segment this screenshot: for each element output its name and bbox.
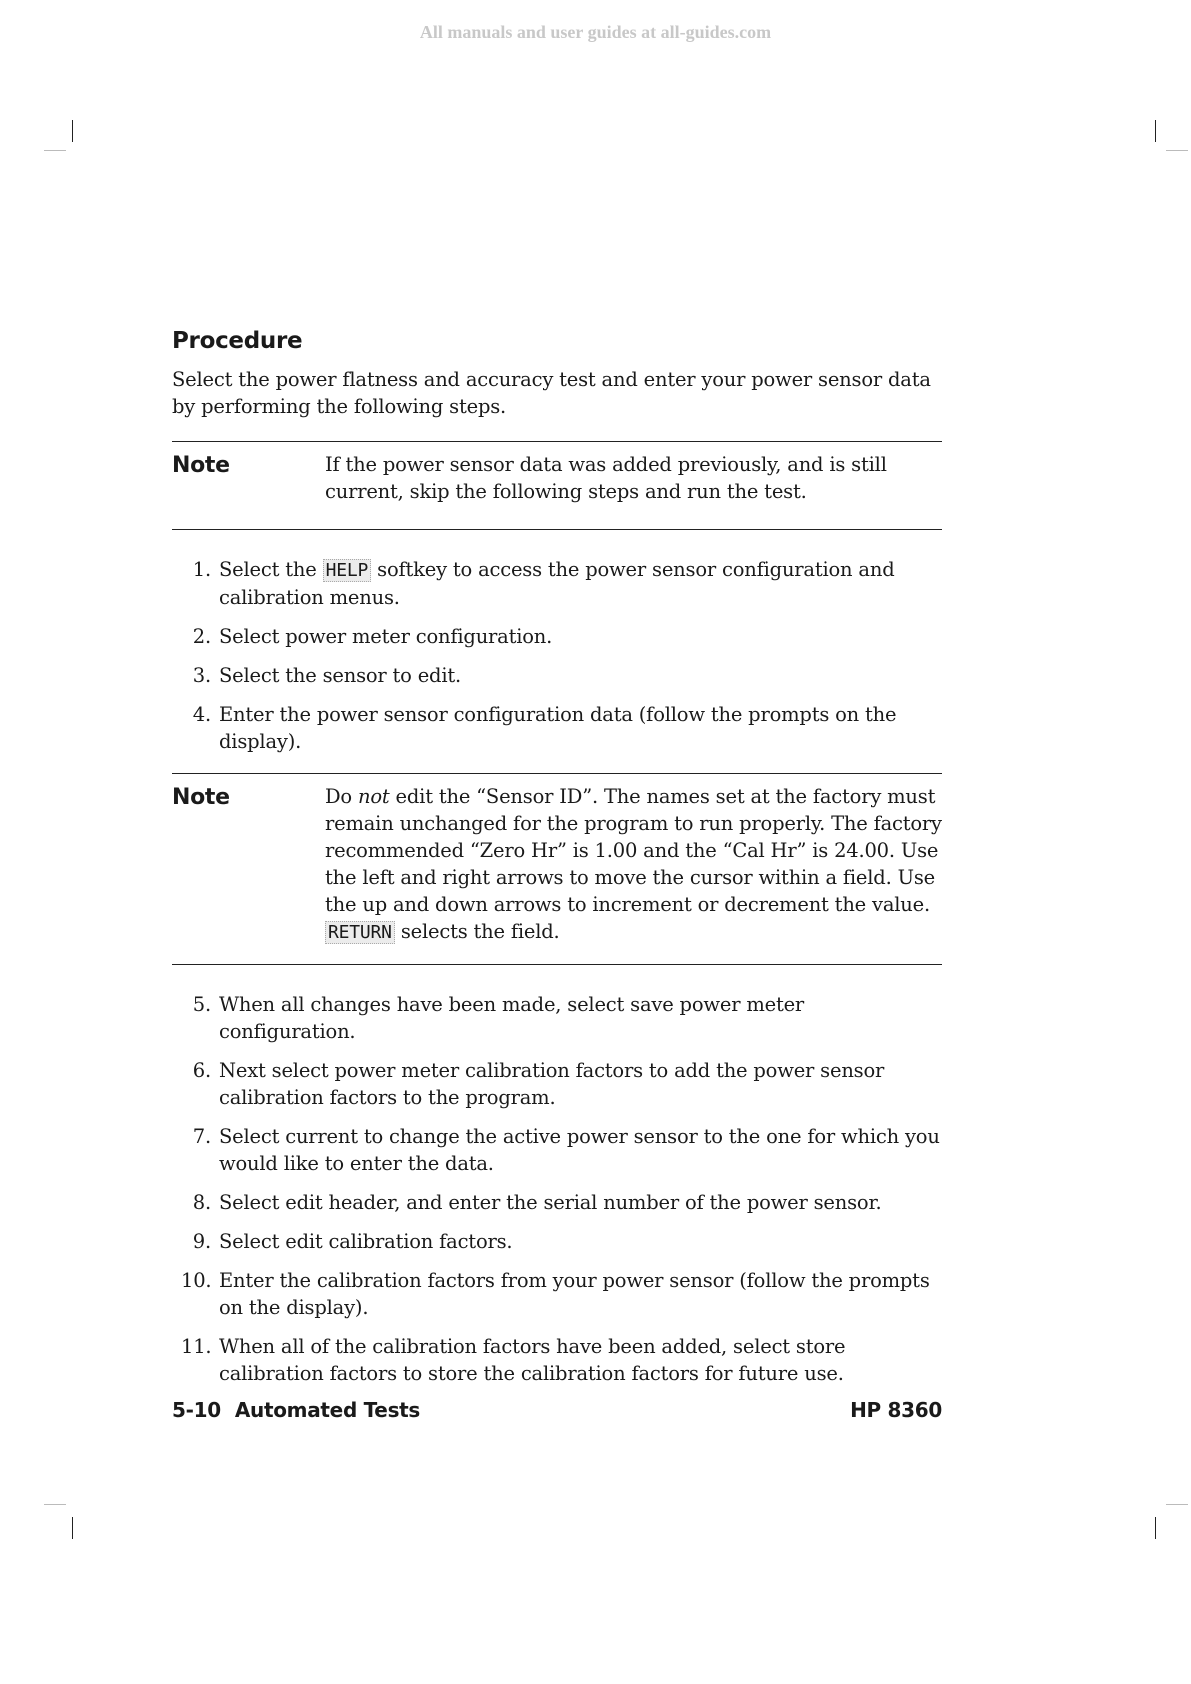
list-item — [172, 701, 942, 755]
section-title: Procedure — [172, 328, 303, 354]
crop-mark — [72, 1517, 73, 1539]
step-text: Next select power meter calibration factors to add the power sensor calibration factors to the program. — [219, 1059, 885, 1109]
note-text-part: Do — [325, 785, 358, 808]
step-number: 1. — [192, 558, 211, 581]
list-item — [172, 1333, 942, 1387]
crop-mark — [1166, 150, 1188, 151]
step-text: Select the sensor to edit. — [219, 664, 462, 687]
list-item — [172, 1057, 942, 1111]
footer-model: HP 8360 — [850, 1398, 942, 1422]
crop-mark — [72, 120, 73, 142]
help-softkey: HELP — [323, 559, 372, 582]
list-item — [172, 991, 942, 1045]
list-item — [172, 556, 942, 611]
step-text: When all changes have been made, select save power meter configuration. — [219, 993, 805, 1043]
step-text: Enter the calibration factors from your power sensor (follow the prompts on the display). — [219, 1269, 930, 1319]
list-item — [172, 1228, 942, 1255]
step-number: 5. — [192, 993, 211, 1016]
step-number: 10. — [181, 1269, 212, 1292]
step-text — [211, 556, 942, 611]
step-number: 3. — [192, 664, 211, 687]
return-key: RETURN — [325, 921, 395, 944]
crop-mark — [1155, 120, 1156, 142]
watermark: All manuals and user guides at all-guides.com — [419, 22, 772, 42]
step-text: Select edit header, and enter the serial number of the power sensor. — [219, 1191, 882, 1214]
step-text: Select current to change the active power sensor to the one for which you would like to enter the data. — [219, 1125, 940, 1175]
crop-mark — [44, 1504, 66, 1505]
list-item — [172, 662, 942, 689]
note-label: Note — [172, 453, 230, 478]
page-number: 5-10 — [172, 1398, 221, 1422]
steps-list — [172, 556, 942, 755]
page-content — [172, 328, 942, 1399]
step-text: Enter the power sensor configuration data (follow the prompts on the display). — [219, 703, 897, 753]
note-text-part: selects the field. — [394, 920, 560, 943]
footer-section: Automated Tests — [234, 1398, 421, 1422]
step-number: 2. — [192, 625, 211, 648]
note-text-part: edit the “Sensor ID”. The names set at the factory must remain unchanged for the program to run properly. The factory recommended “Zero Hr” is 1.00 and the “Cal Hr” is 24.00. Use the left and right arrows to move the cursor within a field. Use the up and down arrows to increment or decrement the value. — [325, 785, 942, 916]
list-item — [172, 1123, 942, 1177]
list-item — [172, 1267, 942, 1321]
step-number: 4. — [192, 703, 211, 726]
list-item — [172, 1189, 942, 1216]
page-footer — [172, 1398, 942, 1422]
step-text: Select power meter configuration. — [219, 625, 553, 648]
list-item — [172, 623, 942, 650]
crop-mark — [1155, 1517, 1156, 1539]
crop-mark — [1166, 1504, 1188, 1505]
step-number: 9. — [192, 1230, 211, 1253]
step-number: 7. — [192, 1125, 211, 1148]
note-emphasis: not — [357, 785, 390, 808]
step-number: 11. — [181, 1335, 212, 1358]
footer-left — [172, 1398, 420, 1422]
step-number: 6. — [192, 1059, 211, 1082]
step-text-part: Select the — [219, 558, 323, 581]
step-text: Select edit calibration factors. — [219, 1230, 513, 1253]
step-text-part: softkey to access the power sensor configuration and calibration menus. — [219, 558, 895, 609]
note-box — [172, 441, 942, 530]
intro-paragraph: Select the power flatness and accuracy test and enter your power sensor data by performing the following steps. — [172, 368, 931, 418]
note-label: Note — [172, 785, 230, 810]
crop-mark — [44, 150, 66, 151]
note-text — [325, 783, 942, 946]
note-text: If the power sensor data was added previously, and is still current, skip the following steps and run the test. — [325, 453, 887, 503]
steps-list — [172, 991, 942, 1387]
step-text: When all of the calibration factors have been added, select store calibration factors to store the calibration factors for future use. — [219, 1335, 846, 1385]
step-number: 8. — [192, 1191, 211, 1214]
note-box — [172, 773, 942, 965]
